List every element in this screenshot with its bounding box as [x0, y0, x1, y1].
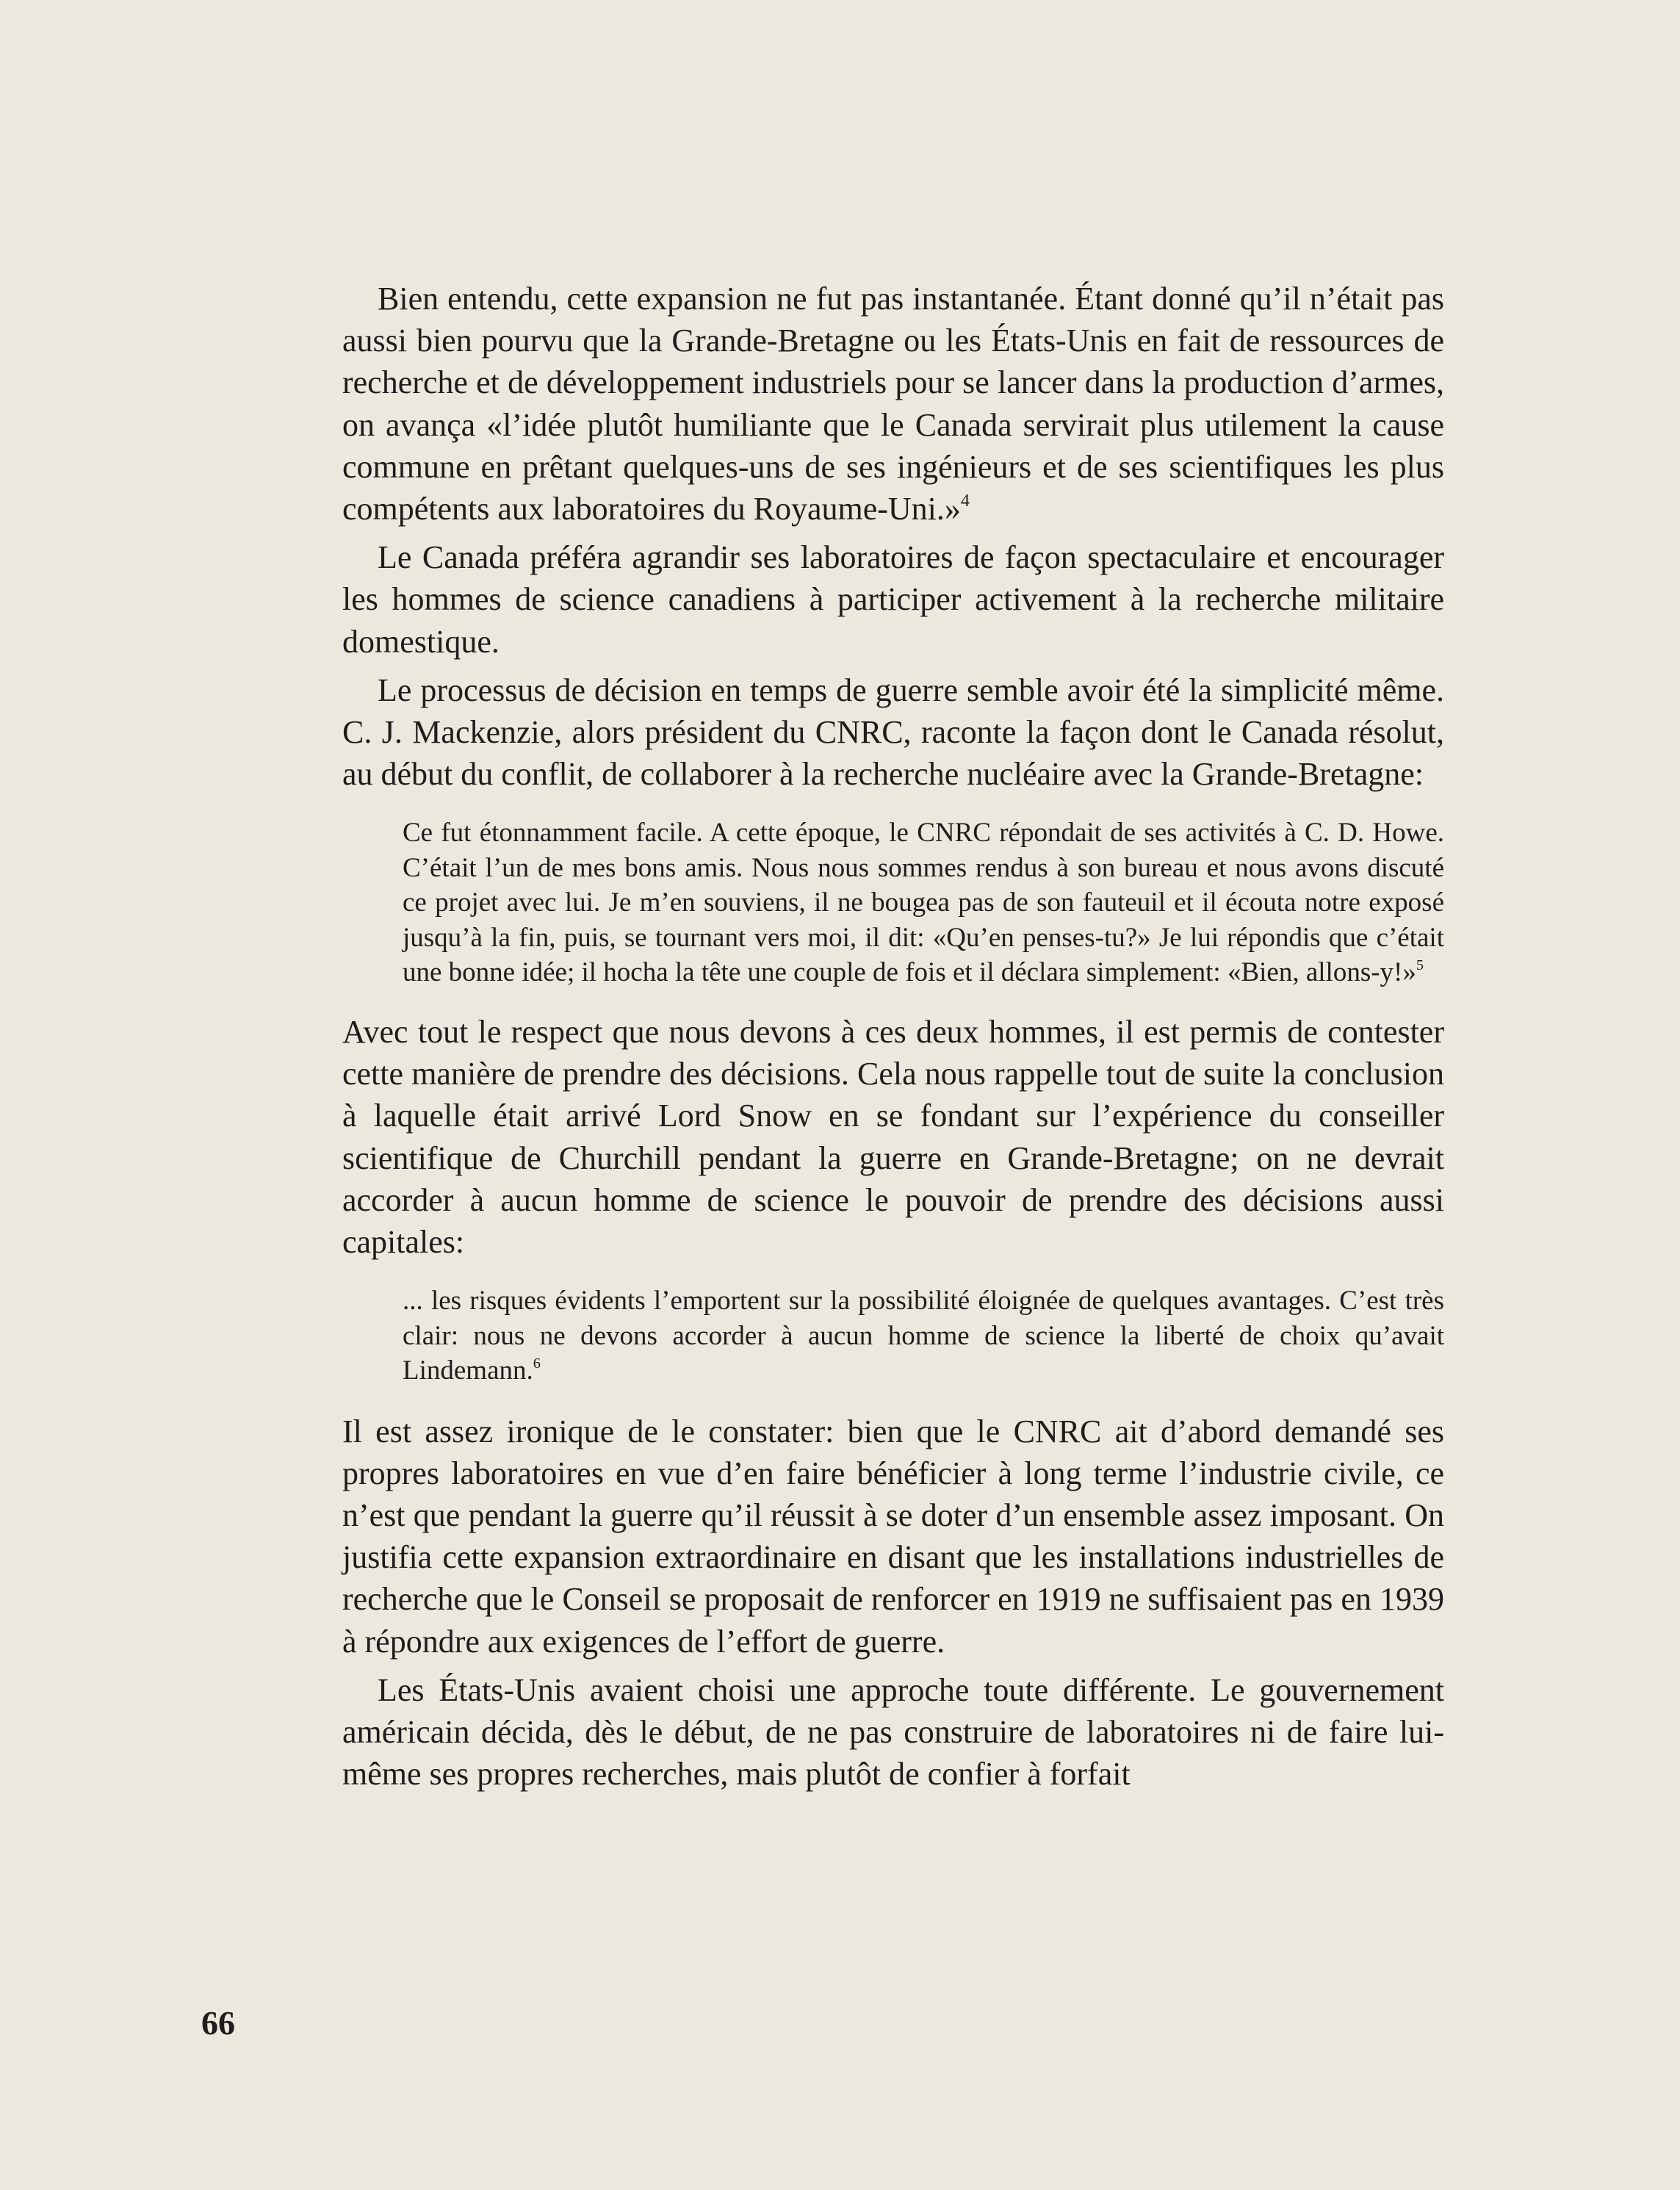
footnote-ref-4: 4	[960, 490, 970, 511]
paragraph-2: Le Canada préféra agrandir ses laboratoires de façon spectaculaire et encourager les hommes de science canadiens à participer activement à la recherche militaire domestique.	[342, 539, 1444, 660]
paragraph-1-text: Bien entendu, cette expansion ne fut pas instantanée. Étant donné qu’il n’était pas aussi bien pourvu que la Grande-Bretagne ou les États-Unis en fait de ressources de recherche et de développement industriels pour se lancer dans la production d’armes, on avança «l’idée plutôt humiliante que le Canada servirait plus utilement la cause commune en prêtant quelques-uns de ses ingénieurs et de ses scientifiques les plus compétents aux laboratoires du Royaume-Uni.»	[342, 281, 1444, 527]
block-quote-mackenzie-text: Ce fut étonnamment facile. A cette époque, le CNRC répondait de ses activités à C. D. Howe. C’était l’un de mes bons amis. Nous nous sommes rendus à son bureau et nous avons discuté ce projet avec lui. Je m’en souviens, il ne bougea pas de son fauteuil et il écouta notre exposé jusqu’à la fin, puis, se tournant vers moi, il dit: «Qu’en penses-tu?» Je lui répondis que c’était une bonne idée; il hocha la tête une couple de fois et il déclara simplement: «Bien, allons-y!»	[403, 818, 1444, 988]
paragraph-4: Avec tout le respect que nous devons à ces deux hommes, il est permis de contester cette manière de prendre des décisions. Cela nous rappelle tout de suite la conclusion à laquelle était arrivé Lord Snow en se fondant sur l’expérience du conseiller scientifique de Churchill pendant la guerre en Grande-Bretagne; on ne devrait accorder à aucun homme de science le pouvoir de prendre des décisions aussi capitales:	[342, 1013, 1444, 1260]
paragraph-1	[342, 278, 1444, 530]
paragraph-3: Le processus de décision en temps de guerre semble avoir été la simplicité même. C. J. Mackenzie, alors président du CNRC, raconte la façon dont le Canada résolut, au début du conflit, de collaborer à la recherche nucléaire avec la Grande-Bretagne:	[342, 671, 1444, 793]
block-quote-mackenzie	[403, 815, 1444, 990]
block-quote-snow	[403, 1283, 1444, 1388]
paragraph-5: Il est assez ironique de le constater: bien que le CNRC ait d’abord demandé ses propres laboratoires en vue d’en faire bénéficier à long terme l’industrie civile, ce n’est que pendant la guerre qu’il réussit à se doter d’un ensemble assez imposant. On justifia cette expansion extraordinaire en disant que les installations industrielles de recherche que le Conseil se proposait de renforcer en 1919 ne suffisaient pas en 1939 à répondre aux exigences de l’effort de guerre.	[342, 1413, 1444, 1660]
paragraph-6: Les États-Unis avaient choisi une approche toute différente. Le gouvernement américain décida, dès le début, de ne pas construire de laboratoires ni de faire lui-même ses propres recherches, mais plutôt de confier à forfait	[342, 1671, 1444, 1793]
page-body	[342, 278, 1444, 1795]
page-number: 66	[201, 2004, 235, 2042]
block-quote-snow-text: ... les risques évidents l’emportent sur la possibilité éloignée de quelques avantages. C’est très clair: nous ne devons accorder à aucun homme de science la liberté de choix qu’avait Lindemann.	[403, 1286, 1444, 1386]
footnote-ref-6: 6	[533, 1355, 541, 1372]
footnote-ref-5: 5	[1416, 957, 1424, 974]
